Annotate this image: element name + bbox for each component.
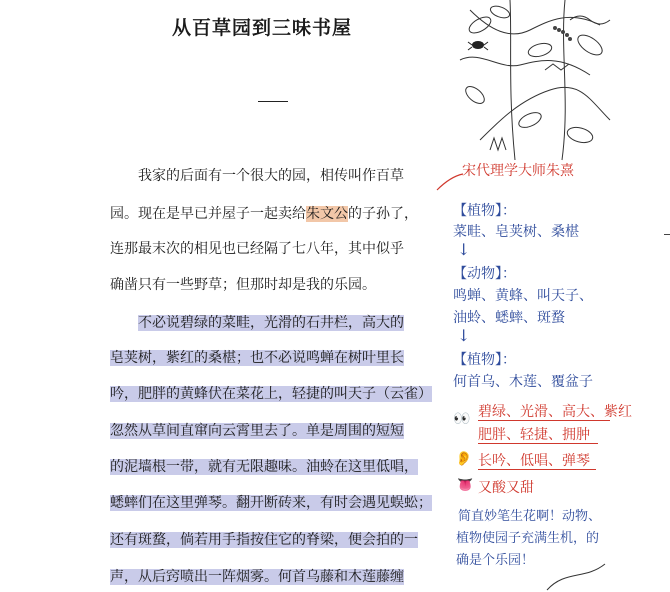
underline <box>478 420 610 421</box>
highlighted-text: 吟，肥胖的黄蜂伏在菜花上，轻捷的叫天子（云雀） <box>110 386 432 402</box>
decorative-squiggle <box>545 560 625 592</box>
highlight-zhu-wen-gong: 朱文公 <box>306 206 348 222</box>
annotation-zhu-xi: 宋代理学大师朱熹 <box>462 163 574 179</box>
down-arrow-icon: ↓ <box>457 326 471 345</box>
text-line <box>138 312 404 334</box>
highlighted-text: 忽然从草间直窜向云霄里去了。单是周围的短短 <box>110 423 404 439</box>
text-line <box>110 492 432 514</box>
text-line: 连那最末次的相见也已经隔了七八年，其中似乎 <box>110 241 404 257</box>
annotation-summary-line3: 确是个乐园！ <box>456 553 535 568</box>
annotation-animals-line2: 油蛉、蟋蟀、斑蝥 <box>453 310 565 326</box>
annotation-sight-line1: 碧绿、光滑、高大、紫红 <box>478 404 632 420</box>
text-line: 确凿只有一些野草；但那时却是我的乐园。 <box>110 277 376 293</box>
highlighted-text: 蟋蟀们在这里弹琴。翻开断砖来，有时会遇见蜈蚣； <box>110 495 432 511</box>
eyes-icon: 👀 <box>453 411 471 427</box>
text-line <box>110 456 418 478</box>
text-line <box>110 203 418 225</box>
text-line <box>110 566 404 588</box>
annotation-animals-line1: 鸣蝉、黄蜂、叫天子、 <box>453 288 593 304</box>
annotation-hearing: 长吟、低唱、弹琴 <box>478 453 590 469</box>
annotation-plants2-items: 何首乌、木莲、覆盆子 <box>453 374 593 390</box>
annotation-sight-line2: 肥胖、轻捷、拥肿 <box>478 427 590 443</box>
annotation-plants2-label: 【植物】： <box>453 352 516 368</box>
down-arrow-icon: ↓ <box>457 240 471 259</box>
highlighted-text: 的泥墙根一带，就有无限趣味。油蛉在这里低唱， <box>110 459 418 475</box>
garden-sketch-illustration <box>450 0 620 165</box>
page-title: 从百草园到三味书屋 <box>172 17 353 39</box>
text-segment: 的子孙了， <box>348 206 418 222</box>
text-segment: 园。现在是早已并屋子一起卖给 <box>110 206 306 222</box>
text-line <box>110 347 404 369</box>
text-line: 我家的后面有一个很大的园，相传叫作百草 <box>138 168 404 184</box>
annotation-summary-line1: 简直妙笔生花啊！动物、 <box>458 509 602 524</box>
annotation-plants-items: 菜畦、皂荚树、桑椹 <box>453 224 579 240</box>
highlighted-text: 还有斑蝥，倘若用手指按住它的脊梁，便会拍的一 <box>110 532 418 548</box>
underline <box>478 443 598 444</box>
title-rule <box>258 101 288 102</box>
annotation-plants-label: 【植物】： <box>453 203 516 219</box>
highlighted-text: 皂荚树，紫红的桑椹；也不必说鸣蝉在树叶里长 <box>110 350 404 366</box>
highlighted-text: 不必说碧绿的菜畦，光滑的石井栏，高大的 <box>138 315 404 331</box>
margin-tick <box>664 234 670 235</box>
annotation-pointer-line <box>435 170 465 194</box>
underline <box>478 469 596 470</box>
text-line <box>110 529 418 551</box>
ear-icon: 👂 <box>455 451 473 467</box>
highlighted-text: 声，从后窍喷出一阵烟雾。何首乌藤和木莲藤缠 <box>110 569 404 585</box>
annotation-animals-label: 【动物】： <box>453 266 516 282</box>
text-line <box>110 383 432 405</box>
annotation-summary-line2: 植物使园子充满生机，的 <box>456 531 600 546</box>
mouth-icon: 👅 <box>457 478 474 493</box>
text-line <box>110 420 404 442</box>
annotation-taste: 又酸又甜 <box>478 480 534 496</box>
